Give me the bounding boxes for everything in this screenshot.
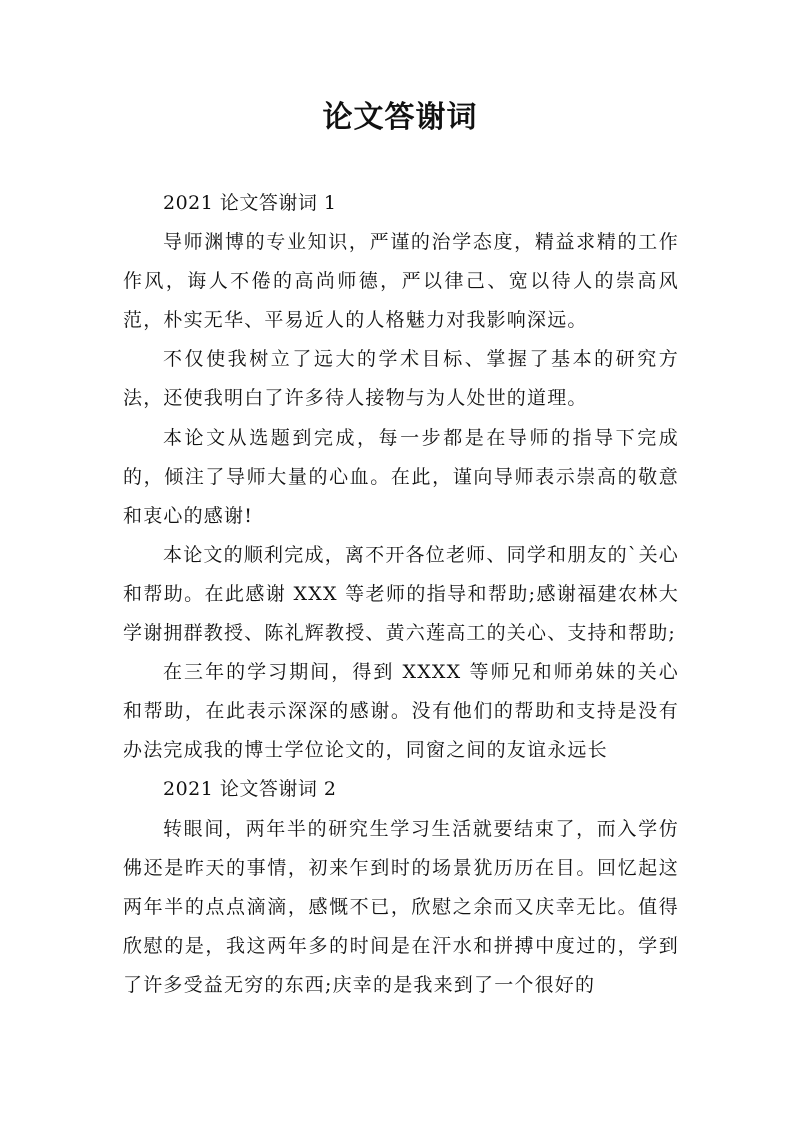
section-heading-1: 2021 论文答谢词 1 — [163, 192, 337, 214]
paragraph: 不仅使我树立了远大的学术目标、掌握了基本的研究方法，还使我明白了许多待人接物与为人处世的道理。 — [123, 348, 679, 410]
section-heading-2: 2021 论文答谢词 2 — [163, 778, 337, 801]
paragraph: 本论文的顺利完成，离不开各位老师、同学和朋友的`关心和帮助。在此感谢 XXX 等老师的指导和帮助;感谢福建农林大学谢拥群教授、陈礼辉教授、黄六莲高工的关心、支持和帮助; — [123, 543, 679, 645]
paragraph: 导师渊博的专业知识，严谨的治学态度，精益求精的工作作风，诲人不倦的高尚师德，严以律己、宽以待人的崇高风范，朴实无华、平易近人的人格魅力对我影响深远。 — [123, 231, 679, 332]
document-body — [123, 184, 679, 1005]
page-title: 论文答谢词 — [322, 100, 478, 135]
paragraph: 在三年的学习期间，得到 XXXX 等师兄和师弟妹的关心和帮助，在此表示深深的感谢。没有他们的帮助和支持是没有办法完成我的博士学位论文的，同窗之间的友谊永远长 — [123, 661, 679, 762]
paragraph: 转眼间，两年半的研究生学习生活就要结束了，而入学仿佛还是昨天的事情，初来乍到时的场景犹历历在目。回忆起这两年半的点点滴滴，感慨不已，欣慰之余而又庆幸无比。值得欣慰的是，我这两年多的时间是在汗水和拼搏中度过的，学到了许多受益无穷的东西;庆幸的是我来到了一个很好的 — [123, 817, 679, 996]
paragraph: 本论文从选题到完成，每一步都是在导师的指导下完成的，倾注了导师大量的心血。在此，谨向导师表示崇高的敬意和衷心的感谢! — [123, 426, 679, 527]
